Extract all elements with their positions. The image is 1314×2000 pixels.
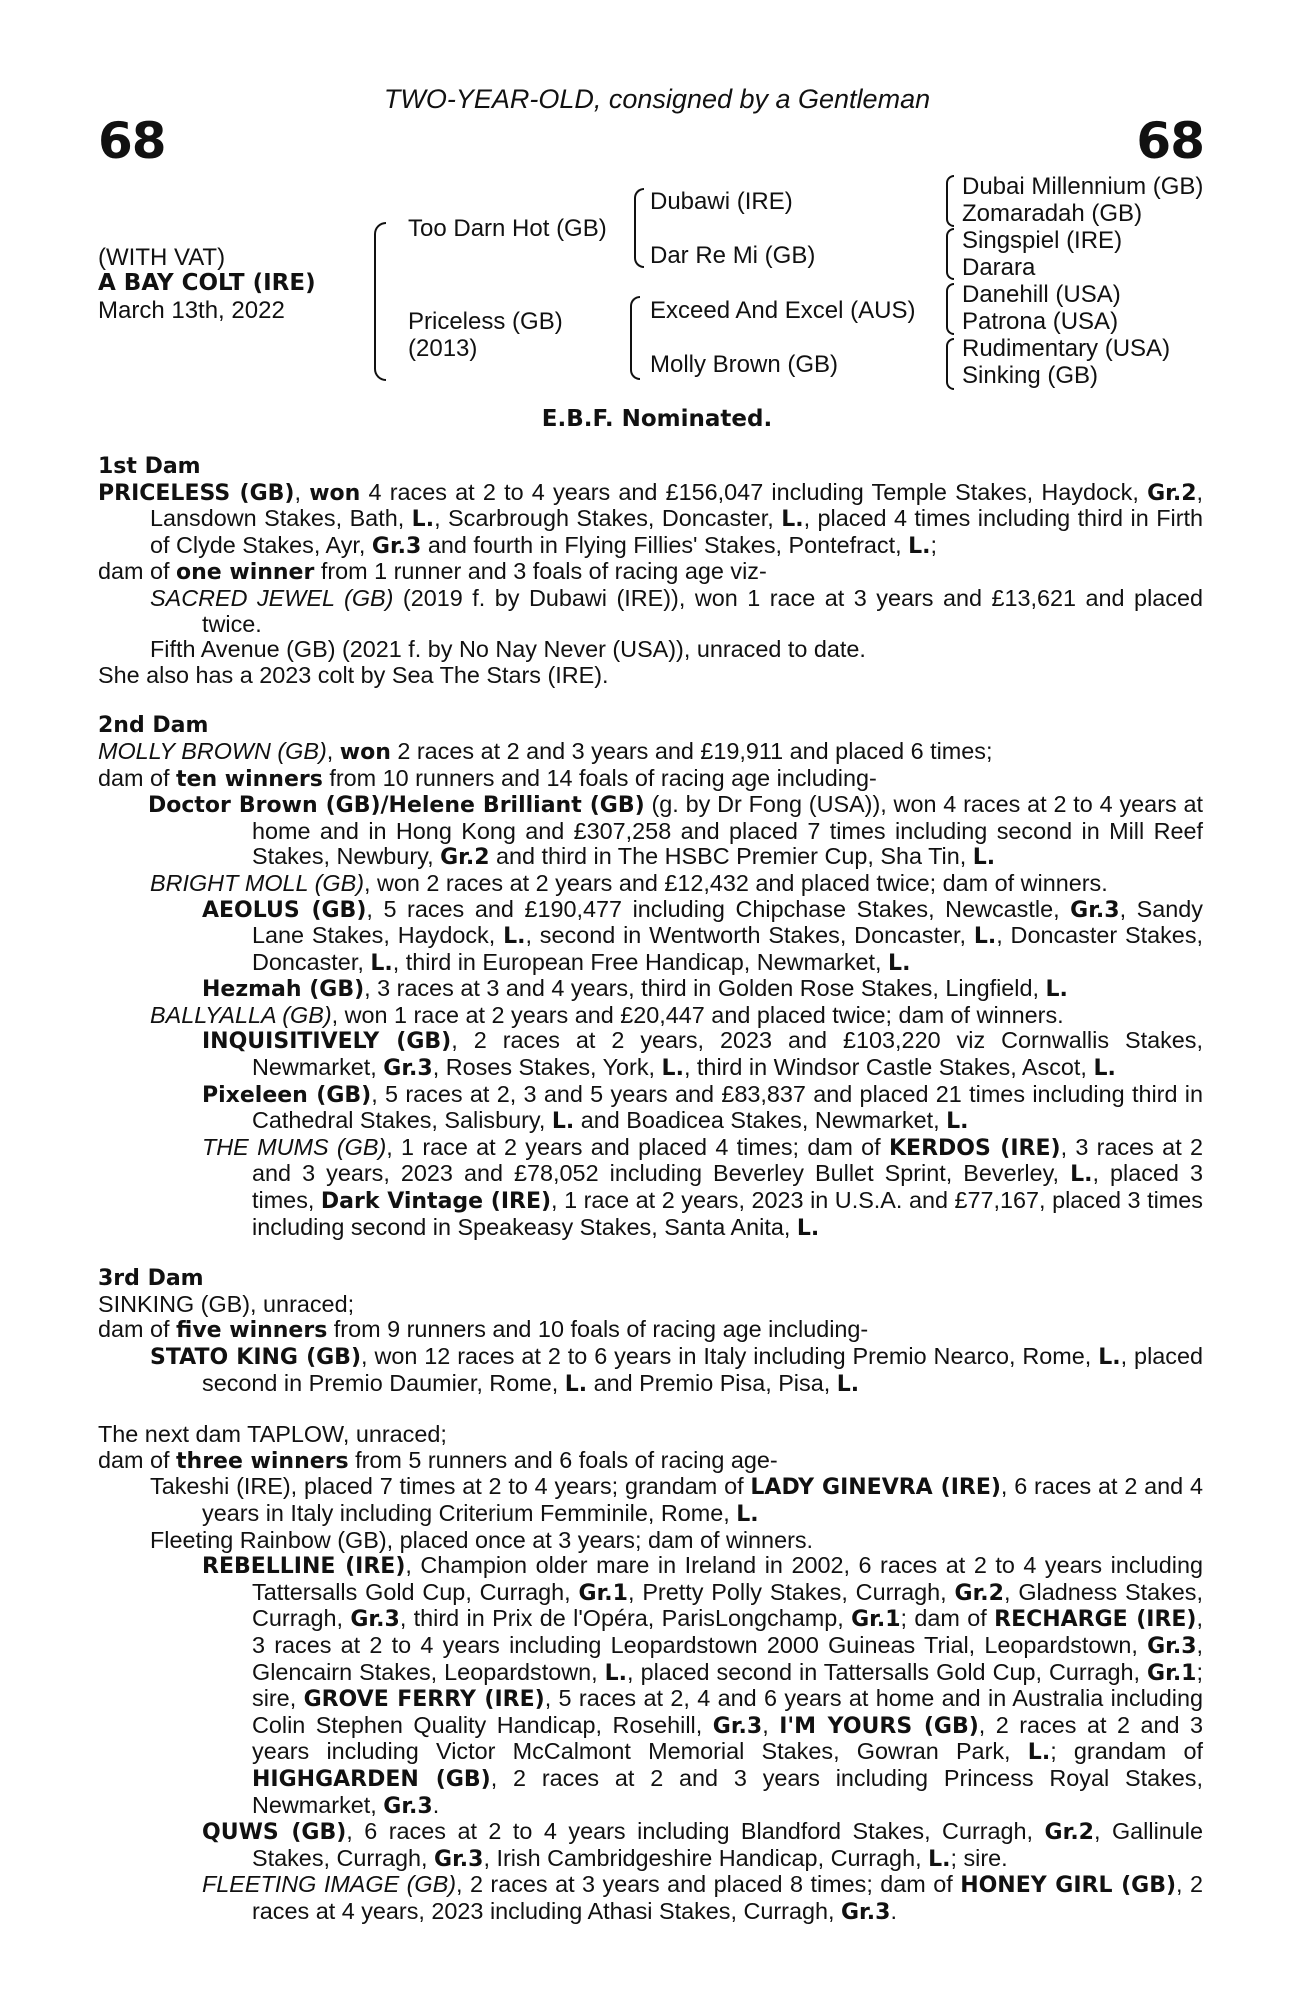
pedigree-brace-dam [630,296,640,380]
vat-label: (WITH VAT) [98,244,226,271]
pedigree-brace-sire [634,188,644,268]
pedigree-brace-dd [946,338,954,390]
family-details [98,454,1203,1925]
pedigree-brace-sd [946,228,954,280]
next-dam-record: The next dam TAPLOW, unraced; [98,1421,447,1448]
second-dam-grandproduce-4: Pixeleen (GB), 5 races at 2, 3 and 5 years and £83,837 and placed 21 times including third in Cathedral Stakes, Salisbury, L. and Boadicea Stakes, Newmarket, L. [202,1080,1203,1135]
next-dam-produce-2: Fleeting Rainbow (GB), placed once at 3 years; dam of winners. [150,1526,814,1553]
horse-name: A BAY COLT (IRE) [98,270,316,296]
third-dam-produce: dam of five winners from 9 runners and 10 foals of racing age including- [98,1316,869,1344]
first-dam-foal-2: Fifth Avenue (GB) (2021 f. by No Nay Never (USA)), unraced to date. [150,636,866,663]
first-dam-also: She also has a 2023 colt by Sea The Stars (IRE). [98,661,609,688]
sd-dam-name: Darara [962,254,1036,281]
sire-name: Too Darn Hot (GB) [408,215,607,242]
next-dam-grandproduce-1: REBELLINE (IRE), Champion older mare in Ireland in 2002, 6 races at 2 to 4 years including Tattersalls Gold Cup, Curragh, Gr.1, Pretty Polly Stakes, Curragh, Gr.2, Gladness Stakes, Curragh, Gr.3, third in Prix de l'Opéra, ParisLongchamp, Gr.1; dam of RECHARGE (IRE), 3 races at 2 to 4 years including Leopardstown 2000 Guineas Trial, Leopardstown, Gr.3, Glencairn Stakes, Leopardstown, L., placed second in Tattersalls Gold Cup, Curragh, Gr.1; sire, GROVE FERRY (IRE), 5 races at 2, 4 and 6 years at home and in Australia including Colin Stephen Quality Handicap, Rosehill, Gr.3, I'M YOURS (GB), 2 races at 2 and 3 years including Victor McCalmont Memorial Stakes, Gowran Park, L.; grandam of HIGHGARDEN (GB), 2 races at 2 and 3 years including Princess Royal Stakes, Newmarket, Gr.3. [202,1552,1203,1819]
dd-sire-name: Rudimentary (USA) [962,335,1171,362]
ebf-nomination: E.B.F. Nominated. [541,406,773,432]
second-dam-heading: 2nd Dam [98,713,209,739]
first-dam-heading: 1st Dam [98,454,201,479]
pedigree-brace-main [374,222,386,381]
third-dam-heading: 3rd Dam [98,1266,204,1292]
first-dam-foal-1: SACRED JEWEL (GB) (2019 f. by Dubawi (IRE)), won 1 race at 3 years and £13,621 and placed twice. [150,584,1203,637]
dam-dam-name: Molly Brown (GB) [650,351,839,378]
ss-dam-name: Zomaradah (GB) [962,200,1143,227]
second-dam-grandproduce-5: THE MUMS (GB), 1 race at 2 years and placed 4 times; dam of KERDOS (IRE), 3 races at 2 and 3 years, 2023 and £78,052 including Beverley Bullet Sprint, Beverley, L., placed 3 times, Dark Vintage (IRE), 1 race at 2 years, 2023 in U.S.A. and £77,167, placed 3 times including second in Speakeasy Stakes, Santa Anita, L. [202,1133,1204,1241]
next-dam-grandproduce-2: QUWS (GB), 6 races at 2 to 4 years including Blandford Stakes, Curragh, Gr.2, Gallinule Stakes, Curragh, Gr.3, Irish Cambridgeshire Handicap, Curragh, L.; sire. [202,1818,1203,1872]
dam-year: (2013) [408,335,478,362]
second-dam-produce-3: BALLYALLA (GB), won 1 race at 2 years and £20,447 and placed twice; dam of winners. [150,1001,1064,1028]
lot-subtitle: TWO-YEAR-OLD, consigned by a Gentleman [383,84,931,114]
second-dam-produce: dam of ten winners from 10 runners and 14 foals of racing age including- [98,764,877,792]
pedigree-brace-ss [946,175,954,227]
next-dam-grandproduce-3: FLEETING IMAGE (GB), 2 races at 3 years and placed 8 times; dam of HONEY GIRL (GB), 2 races at 4 years, 2023 including Athasi Stakes, Curragh, Gr.3. [202,1871,1203,1925]
second-dam-produce-2: BRIGHT MOLL (GB), won 2 races at 2 years and £12,432 and placed twice; dam of winners. [150,869,1108,896]
ds-dam-name: Patrona (USA) [962,308,1119,335]
second-dam-produce-1: Doctor Brown (GB)/Helene Brilliant (GB) (g. by Dr Fong (USA)), won 4 races at 2 to 4 years at home and in Hong Kong and £307,258 and placed 7 times including second in Mill Reef Stakes, Newbury, Gr.2 and third in The HSBC Premier Cup, Sha Tin, L. [148,791,1204,871]
sire-dam-name: Dar Re Mi (GB) [650,242,816,269]
first-dam-produce: dam of one winner from 1 runner and 3 foals of racing age viz- [98,558,767,586]
dam-name: Priceless (GB) [408,308,563,335]
pedigree-brace-ds [946,283,954,335]
second-dam-record: MOLLY BROWN (GB), won 2 races at 2 and 3 years and £19,911 and placed 6 times; [98,737,993,765]
ss-sire-name: Dubai Millennium (GB) [962,173,1204,200]
lot-number-right: 68 [1136,112,1204,170]
sire-sire-name: Dubawi (IRE) [650,188,793,215]
next-dam-produce-1: Takeshi (IRE), placed 7 times at 2 to 4 years; grandam of LADY GINEVRA (IRE), 6 races at 2 and 4 years in Italy including Criterium Femminile, Rome, L. [150,1473,1204,1527]
lot-number-left: 68 [98,112,166,170]
second-dam-grandproduce-2: Hezmah (GB), 3 races at 3 and 4 years, third in Golden Rose Stakes, Lingfield, L. [202,975,1068,1003]
second-dam-grandproduce-1: AEOLUS (GB), 5 races and £190,477 including Chipchase Stakes, Newcastle, Gr.3, Sandy Lane Stakes, Haydock, L., second in Wentworth Stakes, Doncaster, L., Doncaster Stakes, Doncaster, L., third in European Free Handicap, Newmarket, L. [202,895,1204,976]
third-dam-record: SINKING (GB), unraced; [98,1290,355,1317]
ds-sire-name: Danehill (USA) [962,281,1121,308]
foaling-date: March 13th, 2022 [98,297,285,324]
sd-sire-name: Singspiel (IRE) [962,227,1123,254]
second-dam-grandproduce-3: INQUISITIVELY (GB), 2 races at 2 years, 2023 and £103,220 viz Cornwallis Stakes, Newmarket, Gr.3, Roses Stakes, York, L., third in Windsor Castle Stakes, Ascot, L. [202,1027,1203,1082]
dd-dam-name: Sinking (GB) [962,362,1099,389]
next-dam-produce: dam of three winners from 5 runners and 6 foals of racing age- [98,1446,778,1474]
first-dam-record: PRICELESS (GB), won 4 races at 2 to 4 years and £156,047 including Temple Stakes, Haydock, Gr.2, Lansdown Stakes, Bath, L., Scarbrough Stakes, Doncaster, L., placed 4 times including third in Firth of Clyde Stakes, Ayr, Gr.3 and fourth in Flying Fillies' Stakes, Pontefract, L.; [98,478,1203,559]
dam-sire-name: Exceed And Excel (AUS) [650,297,916,324]
third-dam-produce-1: STATO KING (GB), won 12 races at 2 to 6 years in Italy including Premio Nearco, Rome, L., placed second in Premio Daumier, Rome, L. and Premio Pisa, Pisa, L. [150,1343,1203,1397]
